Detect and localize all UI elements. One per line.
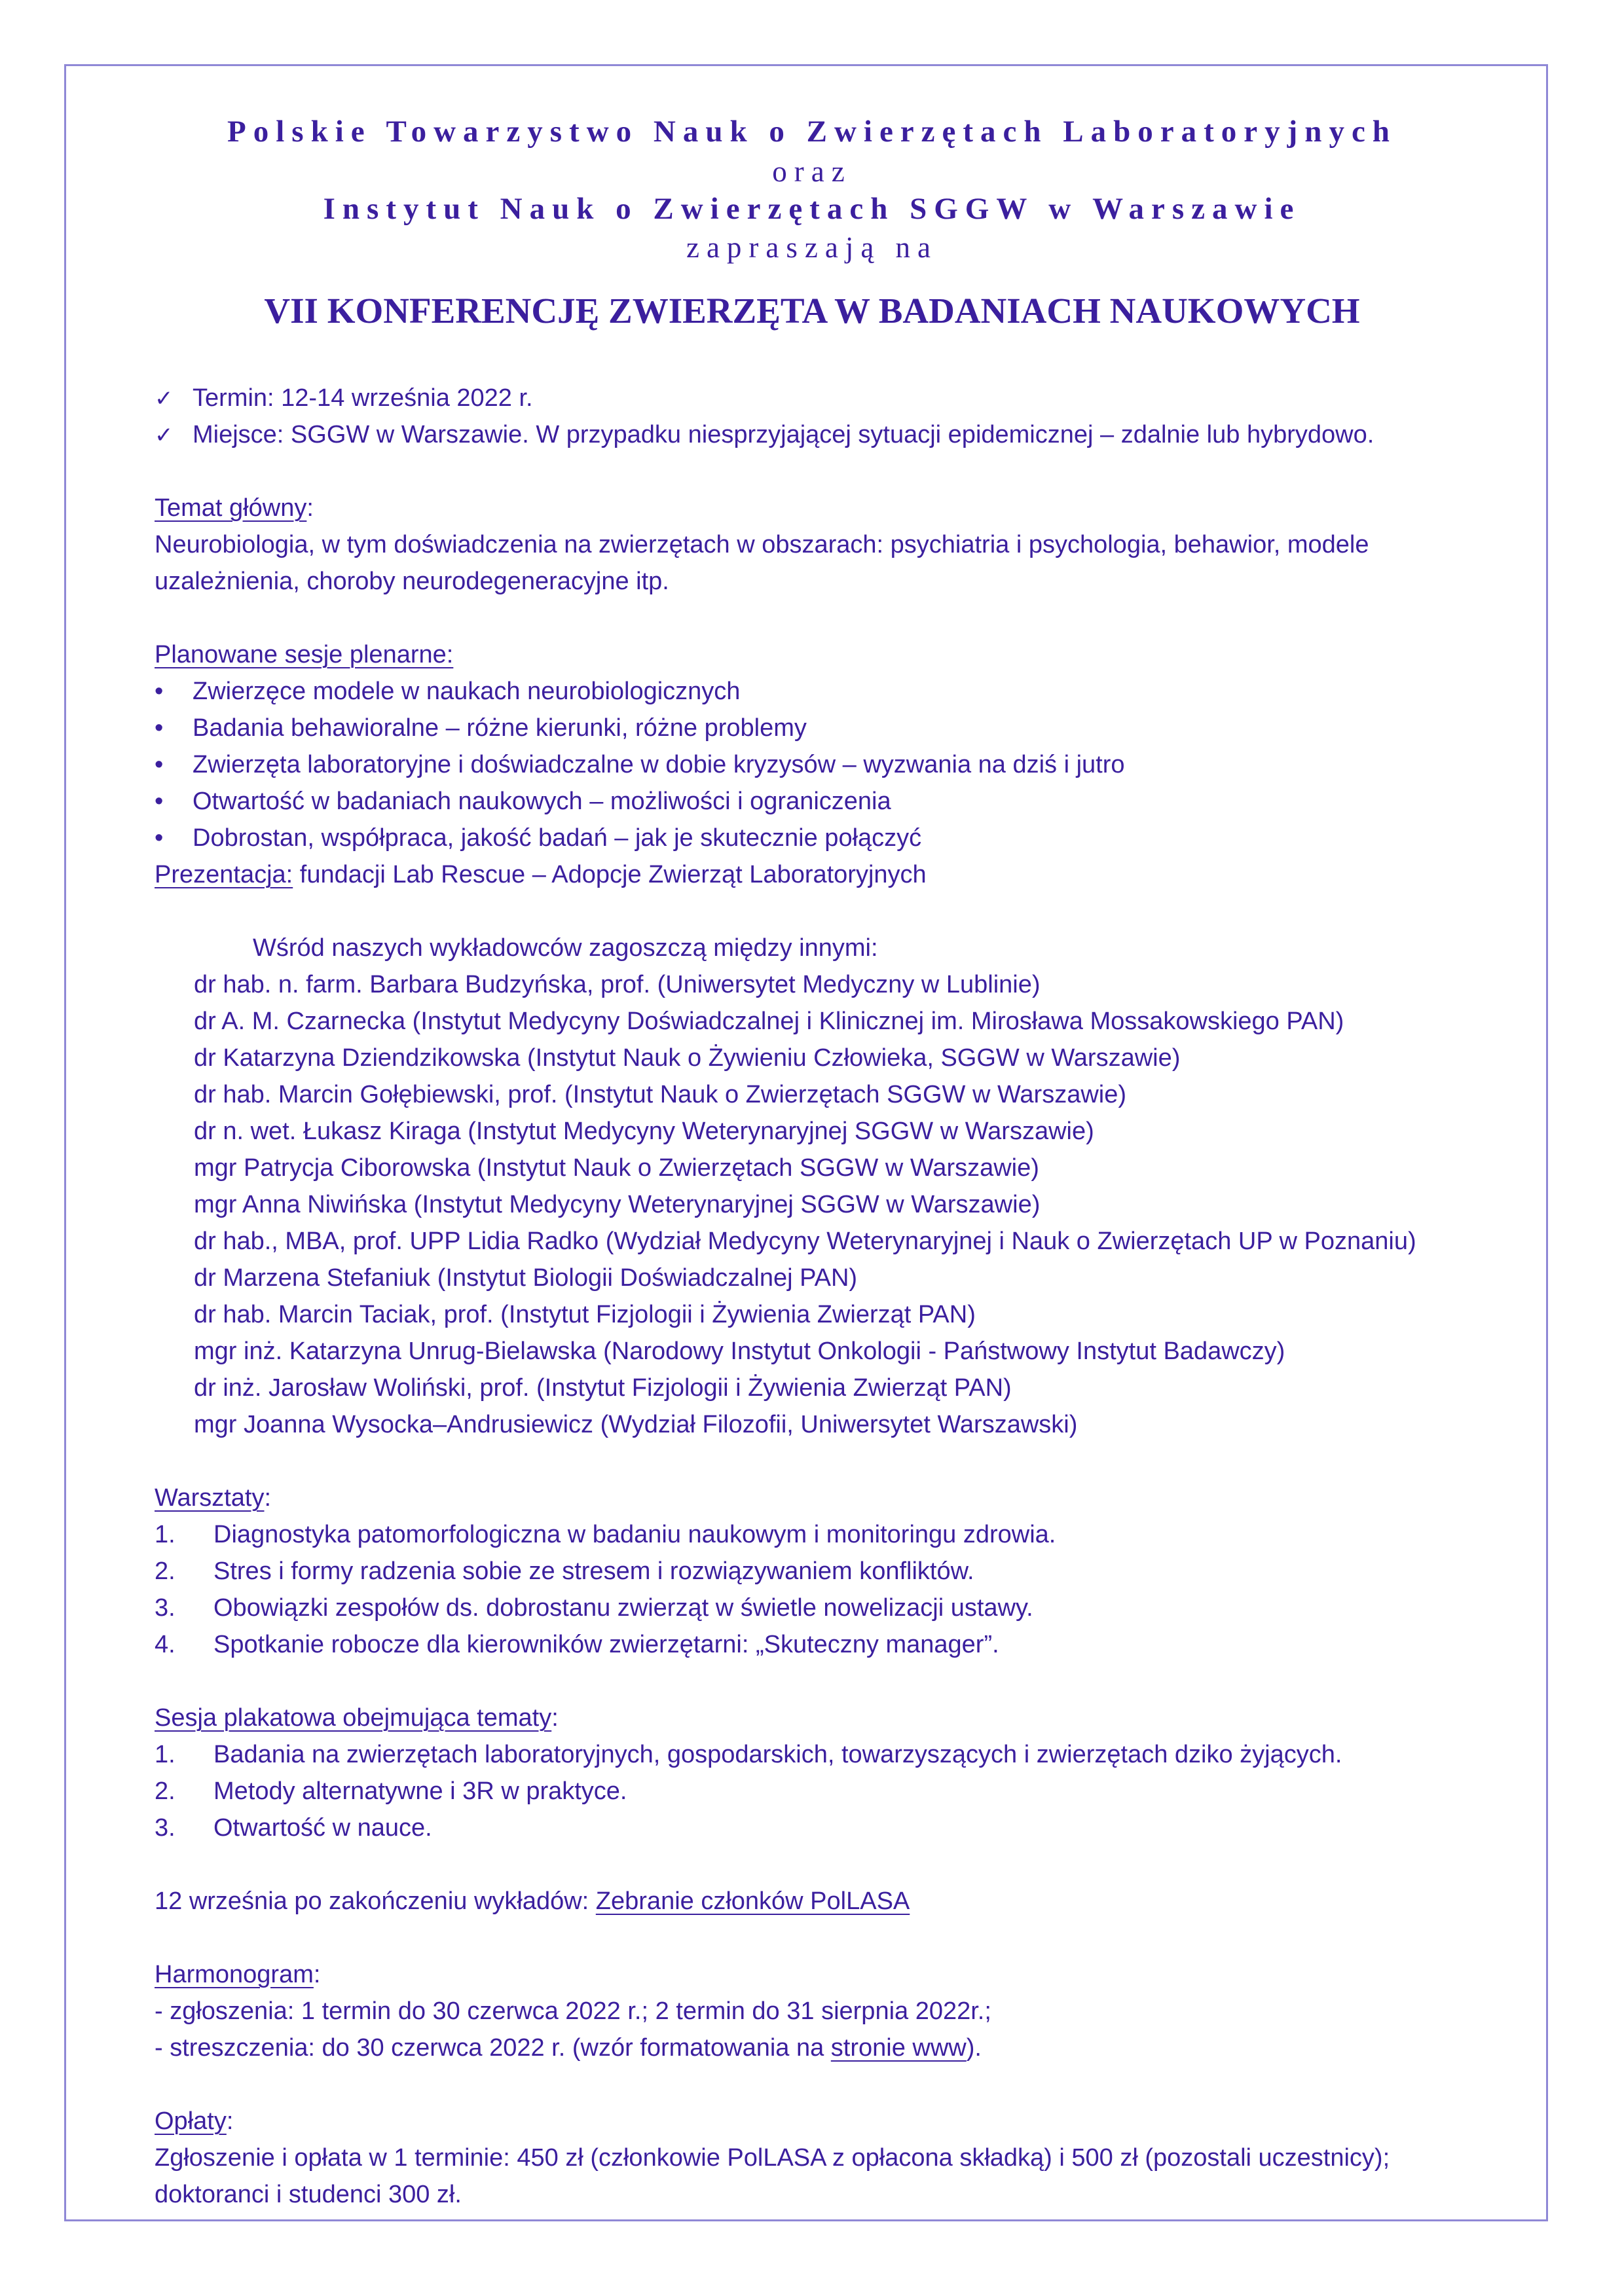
sessions-heading: Planowane sesje plenarne: xyxy=(155,641,454,668)
lecturer-item: dr hab. n. farm. Barbara Budzyńska, prof. (Uniwersytet Medyczny w Lublinie) xyxy=(194,971,1041,998)
bullet-icon: • xyxy=(155,824,164,852)
workshop-item: 3. Obowiązki zespołów ds. dobrostanu zwierząt w świetle nowelizacji ustawy. xyxy=(155,1594,1033,1622)
poster-item: 2. Metody alternatywne i 3R w praktyce. xyxy=(155,1777,627,1805)
invite-text: zapraszają na xyxy=(686,231,938,264)
workshop-item: 2. Stres i formy radzenia sobie ze stresem i rozwiązywaniem konfliktów. xyxy=(155,1558,974,1585)
fees-heading: Opłaty: xyxy=(155,2107,234,2135)
bullet-icon: • xyxy=(155,788,164,815)
session-item: • Zwierzęce modele w naukach neurobiologicznych xyxy=(155,673,1523,710)
check-icon: ✓ xyxy=(155,422,174,448)
organizer-1: Polskie Towarzystwo Nauk o Zwierzętach Laboratoryjnych xyxy=(227,115,1397,149)
website-link[interactable]: stronie www xyxy=(830,2034,967,2062)
bullet-icon: • xyxy=(155,751,164,778)
fees-line-1: Zgłoszenie i opłata w 1 terminie: 450 zł (członkowie PolLASA z opłacona składką) i 500 zł (pozostali uczestnicy); xyxy=(155,2144,1390,2172)
lecturer-item: dr n. wet. Łukasz Kiraga (Instytut Medycyny Weterynaryjnej SGGW w Warszawie) xyxy=(194,1118,1094,1145)
fees-line-2: doktoranci i studenci 300 zł. xyxy=(155,2181,462,2208)
lecturer-item: dr A. M. Czarnecka (Instytut Medycyny Doświadczalnej i Klinicznej im. Mirosława Mossakowskiego PAN) xyxy=(194,1008,1344,1035)
lecturer-item: dr hab. Marcin Gołębiewski, prof. (Instytut Nauk o Zwierzętach SGGW w Warszawie) xyxy=(194,1081,1127,1108)
schedule-line-2: - streszczenia: do 30 czerwca 2022 r. (wzór formatowania na stronie www). xyxy=(155,2034,982,2062)
session-item: • Badania behawioralne – różne kierunki, różne problemy xyxy=(155,710,1523,746)
schedule-line-1: - zgłoszenia: 1 termin do 30 czerwca 2022 r.; 2 termin do 31 sierpnia 2022r.; xyxy=(155,1997,991,2025)
lecturers-intro: Wśród naszych wykładowców zagoszczą między innymi: xyxy=(253,934,878,962)
posters-heading: Sesja plakatowa obejmująca tematy: xyxy=(155,1704,559,1732)
conference-title: VII KONFERENCJĘ ZWIERZĘTA W BADANIACH NAUKOWYCH xyxy=(264,291,1360,331)
topic-heading: Temat główny: xyxy=(155,494,314,522)
organizer-2: Instytut Nauk o Zwierzętach SGGW w Warszawie xyxy=(323,192,1301,226)
session-item: • Otwartość w badaniach naukowych – możliwości i ograniczenia xyxy=(155,783,1523,820)
workshop-item: 1. Diagnostyka patomorfologiczna w badaniu naukowym i monitoringu zdrowia. xyxy=(155,1521,1056,1548)
session-item: • Dobrostan, współpraca, jakość badań – jak je skutecznie połączyć xyxy=(155,820,1523,856)
session-item: • Zwierzęta laboratoryjne i doświadczalne w dobie kryzysów – wyzwania na dziś i jutro xyxy=(155,746,1523,783)
lecturer-item: dr hab. Marcin Taciak, prof. (Instytut Fizjologii i Żywienia Zwierząt PAN) xyxy=(194,1301,976,1328)
lecturer-item: mgr Joanna Wysocka–Andrusiewicz (Wydział Filozofii, Uniwersytet Warszawski) xyxy=(194,1411,1078,1438)
poster-item: 1. Badania na zwierzętach laboratoryjnych, gospodarskich, towarzyszących i zwierzętach dziko żyjących. xyxy=(155,1741,1342,1768)
lecturer-item: mgr inż. Katarzyna Unrug-Bielawska (Narodowy Instytut Onkologii - Państwowy Instytut Badawczy) xyxy=(194,1338,1285,1365)
lecturer-item: dr hab., MBA, prof. UPP Lidia Radko (Wydział Medycyny Weterynaryjnej i Nauk o Zwierzętach UP w Poznaniu) xyxy=(194,1228,1416,1255)
schedule-heading: Harmonogram: xyxy=(155,1961,321,1988)
miejsce-line: ✓ Miejsce: SGGW w Warszawie. W przypadku niesprzyjającej sytuacji epidemicznej – zdalnie lub hybrydowo. xyxy=(155,416,1523,453)
lecturer-item: dr inż. Jarosław Woliński, prof. (Instytut Fizjologii i Żywienia Zwierząt PAN) xyxy=(194,1374,1012,1402)
lecturer-item: mgr Patrycja Ciborowska (Instytut Nauk o Zwierzętach SGGW w Warszawie) xyxy=(194,1154,1039,1182)
oraz-text: oraz xyxy=(772,155,852,188)
check-icon: ✓ xyxy=(155,386,174,412)
meeting-line: 12 września po zakończeniu wykładów: Zebranie członków PolLASA xyxy=(155,1887,910,1915)
meeting-link[interactable]: Zebranie członków PolLASA xyxy=(595,1887,910,1915)
lecturer-item: mgr Anna Niwińska (Instytut Medycyny Weterynaryjnej SGGW w Warszawie) xyxy=(194,1191,1041,1218)
topic-text-1: Neurobiologia, w tym doświadczenia na zwierzętach w obszarach: psychiatria i psychologia, behawior, modele xyxy=(155,531,1369,558)
termin-line: ✓ Termin: 12-14 września 2022 r. xyxy=(155,380,1523,416)
bullet-icon: • xyxy=(155,678,164,705)
lecturer-item: dr Katarzyna Dziendzikowska (Instytut Nauk o Żywieniu Człowieka, SGGW w Warszawie) xyxy=(194,1044,1181,1072)
topic-text-2: uzależnienia, choroby neurodegeneracyjne itp. xyxy=(155,568,669,595)
presentation-line: Prezentacja: fundacji Lab Rescue – Adopcje Zwierząt Laboratoryjnych xyxy=(155,861,927,888)
workshop-item: 4. Spotkanie robocze dla kierowników zwierzętarni: „Skuteczny manager”. xyxy=(155,1631,999,1658)
document-body xyxy=(155,380,1523,2213)
bullet-icon: • xyxy=(155,714,164,742)
lecturer-item: dr Marzena Stefaniuk (Instytut Biologii Doświadczalnej PAN) xyxy=(194,1264,858,1292)
poster-item: 3. Otwartość w nauce. xyxy=(155,1814,432,1842)
workshops-heading: Warsztaty: xyxy=(155,1484,272,1512)
